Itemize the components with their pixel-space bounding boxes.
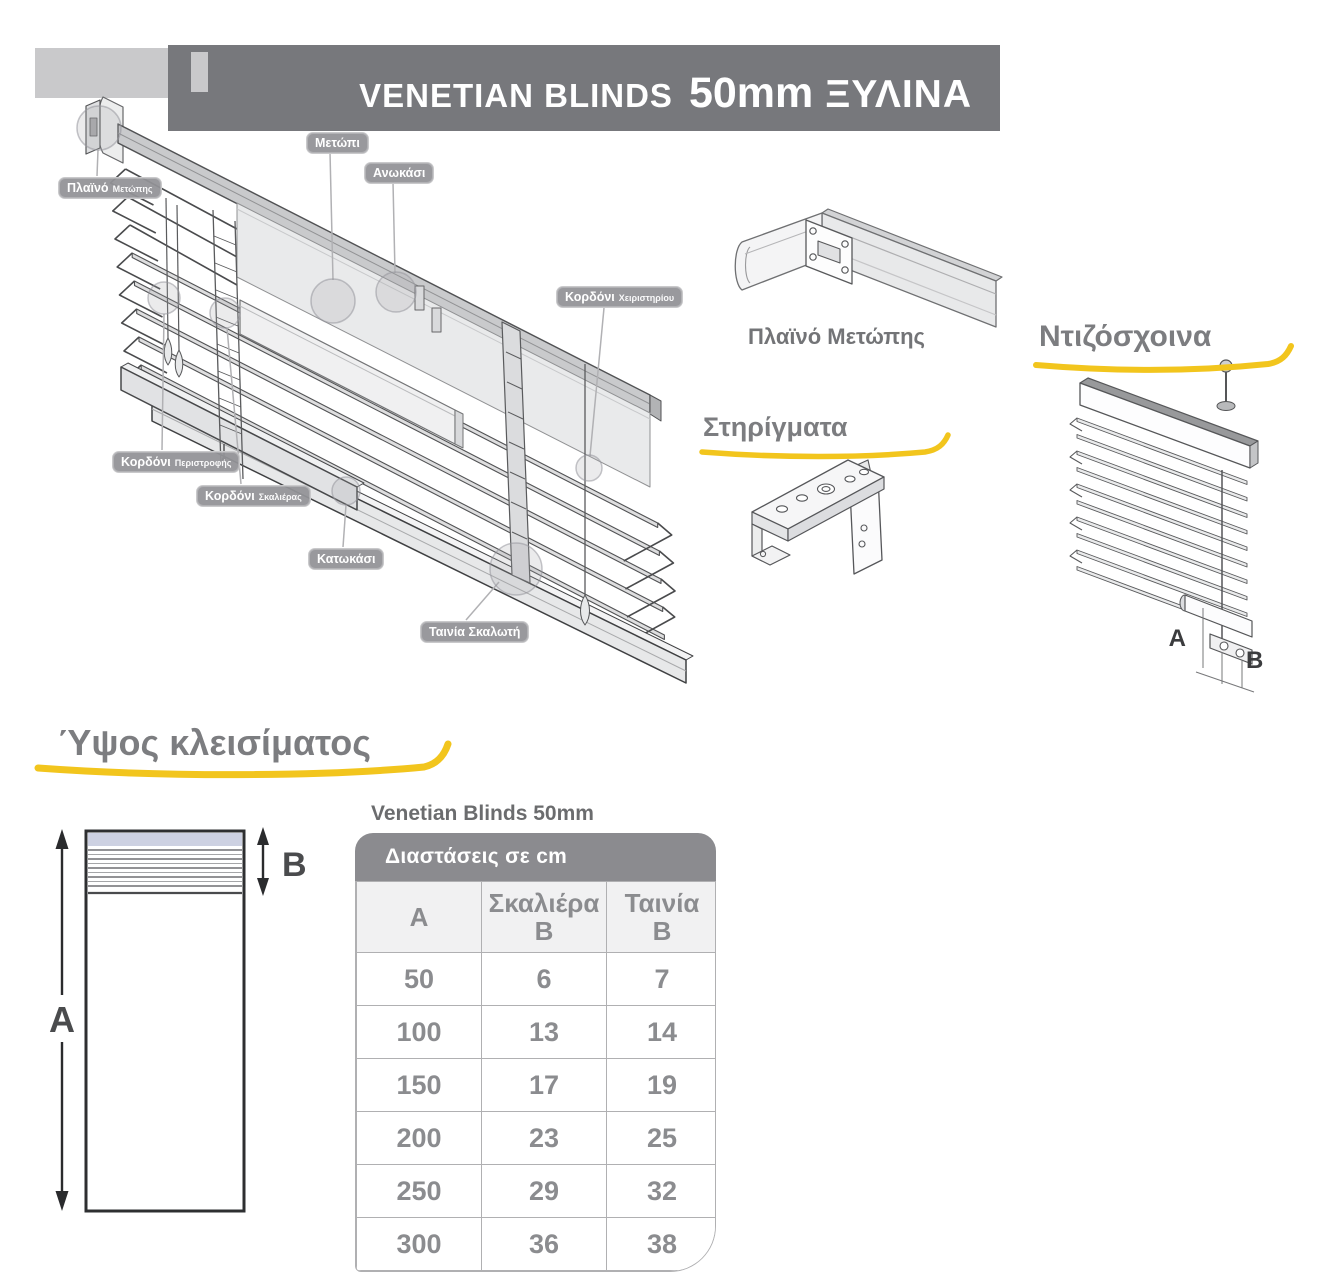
tassel [164, 338, 172, 365]
table-header-band: Διαστάσεις σε cm [355, 833, 716, 881]
closing-dim-a-label: A [49, 999, 75, 1040]
label-anokasi: Ανωκάσι [364, 162, 434, 184]
closing-dim-b-label: B [282, 846, 307, 884]
table-row: 250 29 32 [357, 1165, 717, 1218]
col-header-a: A [357, 882, 482, 953]
section-ypsos-kleisimatos: Ύψος κλεισίματος [58, 722, 371, 763]
page-title [168, 45, 1000, 131]
tassel [175, 350, 183, 377]
mini-bottom-rail [1185, 595, 1252, 637]
table-row: 200 23 25 [357, 1112, 717, 1165]
label-metopi: Μετώπι [306, 132, 369, 154]
dim-a-label: A [1168, 625, 1186, 652]
table-title: Venetian Blinds 50mm [371, 802, 594, 825]
table-row: 300 36 38 [357, 1218, 717, 1271]
col-header-skaliera-b: Σκαλιέρα B [482, 882, 607, 953]
section-stirigmata: Στηρίγματα [703, 412, 848, 442]
label-katokasi: Κατωκάσι [308, 548, 384, 570]
section-ntizosxoina: Ντιζόσχοινα [1039, 320, 1212, 353]
bracket-drawing [752, 460, 884, 574]
table-row: 50 6 7 [357, 953, 717, 1006]
table-row: 150 17 19 [357, 1059, 717, 1112]
label-plaino-metopis: Πλαϊνό Μετώπης [58, 177, 162, 199]
mini-blind-drawing [1070, 360, 1263, 692]
table-row: 100 13 14 [357, 1006, 717, 1059]
title-venetian-blinds: VENETIAN BLINDS [359, 77, 673, 114]
label-kordoni-skalieras: Κορδόνι Σκαλιέρας [196, 485, 311, 507]
side-cap-caption: Πλαϊνό Μετώπης [748, 324, 925, 349]
label-tainia-skaloti: Ταινία Σκαλωτή [420, 621, 529, 643]
main-blind-drawing [77, 97, 693, 683]
col-header-tainia-b: Ταινία B [607, 882, 717, 953]
dim-b-label: B [1246, 647, 1264, 674]
title-xylina: ΞΥΛΙΝΑ [825, 73, 972, 116]
table-header-row [357, 882, 717, 953]
title-size-50mm: 50mm [688, 69, 814, 117]
label-kordoni-peristrofis: Κορδόνι Περιστροφής [112, 451, 240, 473]
dimensions-table [355, 802, 716, 1272]
closing-height-diagram [49, 827, 307, 1211]
side-cap-detail-drawing [735, 209, 1002, 327]
label-kordoni-cheiristiriou: Κορδόνι Χειριστηρίου [556, 286, 683, 308]
